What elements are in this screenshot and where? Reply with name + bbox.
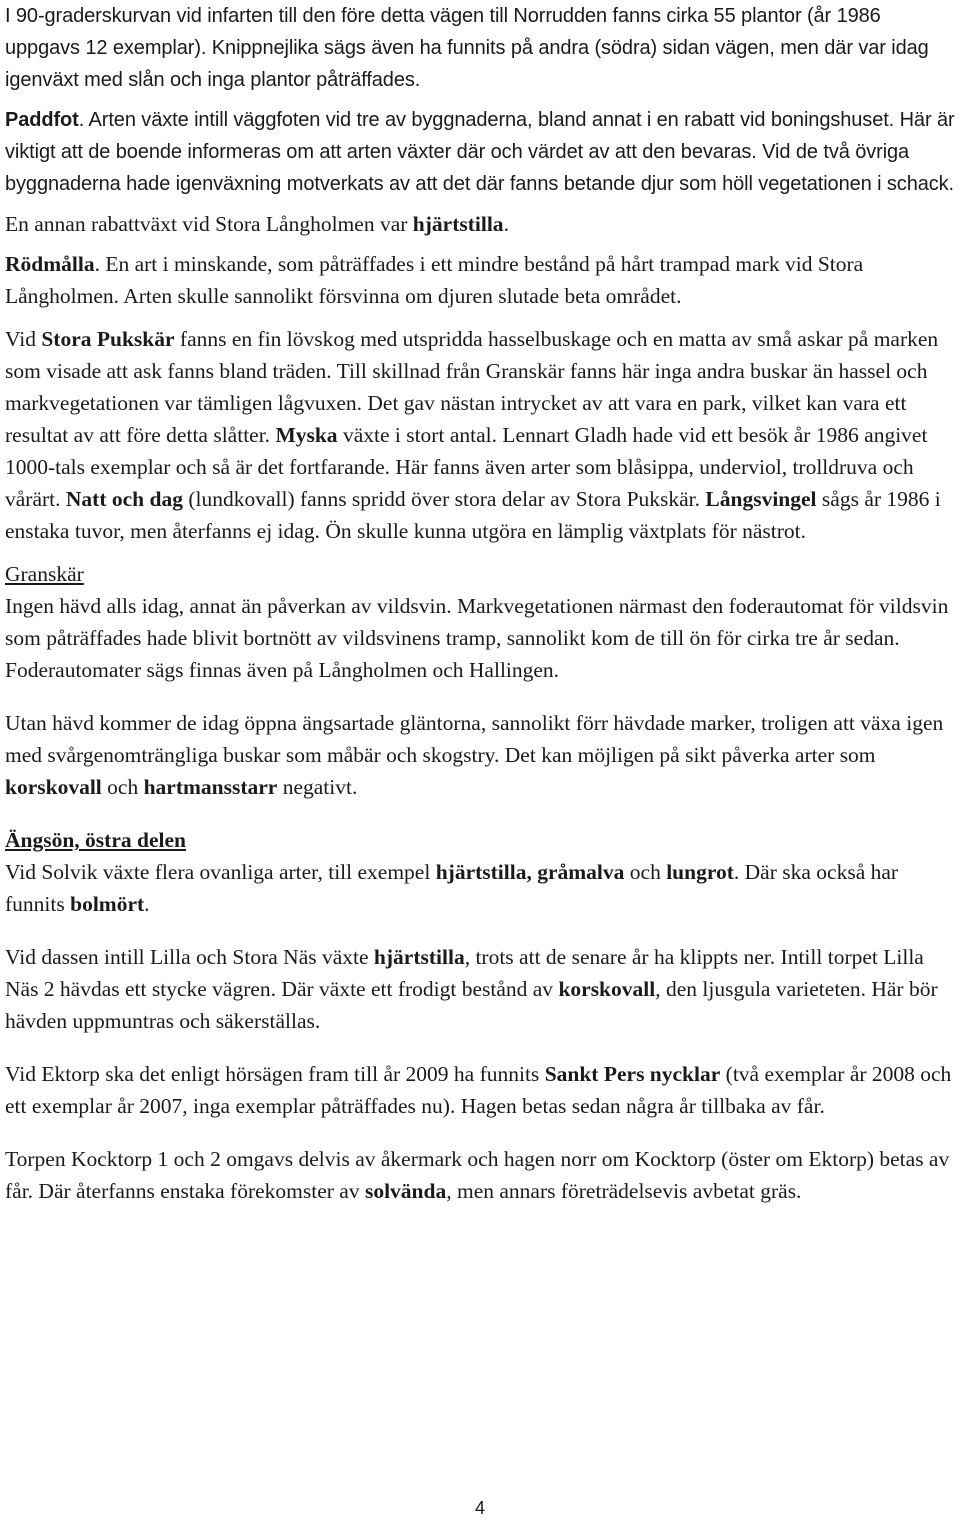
bold-term: Natt och dag [65,487,183,511]
text-run: och [101,775,144,799]
bold-term: Stora Pukskär [41,327,175,351]
text-run: Utan hävd kommer de idag öppna ängsartade gläntorna, sannolikt förr hävdade marker, troligen att växa igen med svårgenomträngliga buskar som måbär och skogstry. Det kan möjligen på sikt påverka arter som [5,711,944,767]
text-run: (lundkovall) fanns spridd över stora delar av Stora Pukskär. [182,487,706,511]
paragraph-ektorp [5,1058,960,1122]
bold-term: Rödmålla [5,252,95,276]
text-run: och [624,860,667,884]
text-run: , den ljusgula varieteten. Här bör hävden uppmuntras och säkerställas. [5,977,938,1033]
paragraph-lilla-stora-nas [5,941,960,1037]
paragraph-knippnejlika [5,0,960,96]
document-body [5,0,960,1207]
paragraph-granskar-utan-havd [5,707,960,803]
bold-term: hjärtstilla [373,945,465,969]
paragraph-kocktorp [5,1143,960,1207]
text-run: . En art i minskande, som påträffades i ett mindre bestånd på hårt trampad mark vid Stora Långholmen. Arten skulle sannolikt försvinna om djuren slutade beta området. [5,252,864,308]
text-run: , trots att de senare år ha klippts ner. Intill torpet Lilla Näs 2 hävdas ett stycke vägren. Där växte ett frodigt bestånd av [5,945,924,1001]
text-run: Granskär [5,562,84,586]
text-run: Vid [5,327,42,351]
text-run: , men annars företrädelsevis avbetat gräs. [446,1179,802,1203]
text-run: Ingen hävd alls idag, annat än påverkan av vildsvin. Markvegetationen närmast den foderautomat för vildsvin som påträffades hade blivit bortnött av vildsvinens tramp, sannolikt kom de till ön för cirka tre år sedan. Foderautomater sägs finnas även på Långholmen och Hallingen. [5,594,949,682]
text-run: . [503,212,509,236]
text-run: . Där ska också har funnits [5,860,899,916]
paragraph-solvik [5,856,960,920]
text-run: En annan rabattväxt vid Stora Långholmen var [5,212,413,236]
bold-term: hartmansstarr [143,775,278,799]
text-run: . Arten växte intill väggfoten vid tre av byggnaderna, bland annat i en rabatt vid boningshuset. Här är viktigt att de boende informeras om att arten växter där och värdet av att den bevaras. Vid de två övriga byggnaderna hade igenväxning motverkats av att det där fanns betande djur som höll vegetationen i schack. [5,109,955,195]
text-run: växte i stort antal. Lennart Gladh hade vid ett besök år 1986 angivet 1000-tals exemplar och så är det fortfarande. Här fanns även arter som blåsippa, underviol, trolldruva och vårärt. [5,423,928,511]
bold-term: korskovall [558,977,656,1001]
bold-term: Sankt Pers nycklar [544,1062,721,1086]
heading-angson-ostra-delen [5,824,960,856]
bold-term: Långsvingel [705,487,817,511]
bold-term: Myska [275,423,338,447]
text-run: sågs år 1986 i enstaka tuvor, men återfanns ej idag. Ön skulle kunna utgöra en lämplig växtplats för nästrot. [5,487,941,543]
heading-granskar [5,558,960,590]
text-run: negativt. [277,775,358,799]
bold-term: Paddfot [5,109,79,131]
text-run: Torpen Kocktorp 1 och 2 omgavs delvis av åkermark och hagen norr om Kocktorp (öster om Ektorp) betas av får. Där återfanns enstaka förekomster av [5,1147,950,1203]
text-run: . [144,892,150,916]
page-number: 4 [474,1498,485,1518]
text-run: Vid dassen intill Lilla och Stora Näs växte [5,945,374,969]
text-run: fanns en fin lövskog med utspridda hasselbuskage och en matta av små askar på marken som visade att ask fanns bland träden. Till skillnad från Granskär fanns här inga andra buskar än hassel och markvegetationen var tämligen lågvuxen. Det gav nästan intrycket av att vara en park, vilket kan vara ett resultat av att före detta slåtter. [5,327,939,447]
text-run: Vid Solvik växte flera ovanliga arter, till exempel [5,860,436,884]
paragraph-paddfot [5,104,960,200]
bold-term: hjärtstilla, gråmalva [435,860,625,884]
paragraph-granskar-havd [5,590,960,686]
text-run: Ängsön, östra delen [5,828,186,852]
text-run: (två exemplar år 2008 och ett exemplar år 2007, inga exemplar påträffades nu). Hagen betas sedan några år tillbaka av får. [5,1062,952,1118]
text-run: I 90-graderskurvan vid infarten till den före detta vägen till Norrudden fanns cirka 55 plantor (år 1986 uppgavs 12 exemplar). Knippnejlika sägs även ha funnits på andra (södra) sidan vägen, men där var idag igenväxt med slån och inga plantor påträffades. [5,5,929,91]
bold-term: lungrot [666,860,734,884]
paragraph-rodmalla [5,248,960,312]
paragraph-hjartstilla-rabatt [5,208,960,240]
bold-term: bolmört [70,892,145,916]
bold-term: solvända [364,1179,447,1203]
text-run: Vid Ektorp ska det enligt hörsägen fram till år 2009 ha funnits [5,1062,545,1086]
bold-term: korskovall [5,775,102,799]
bold-term: hjärtstilla [412,212,504,236]
paragraph-stora-pukskar [5,323,960,547]
